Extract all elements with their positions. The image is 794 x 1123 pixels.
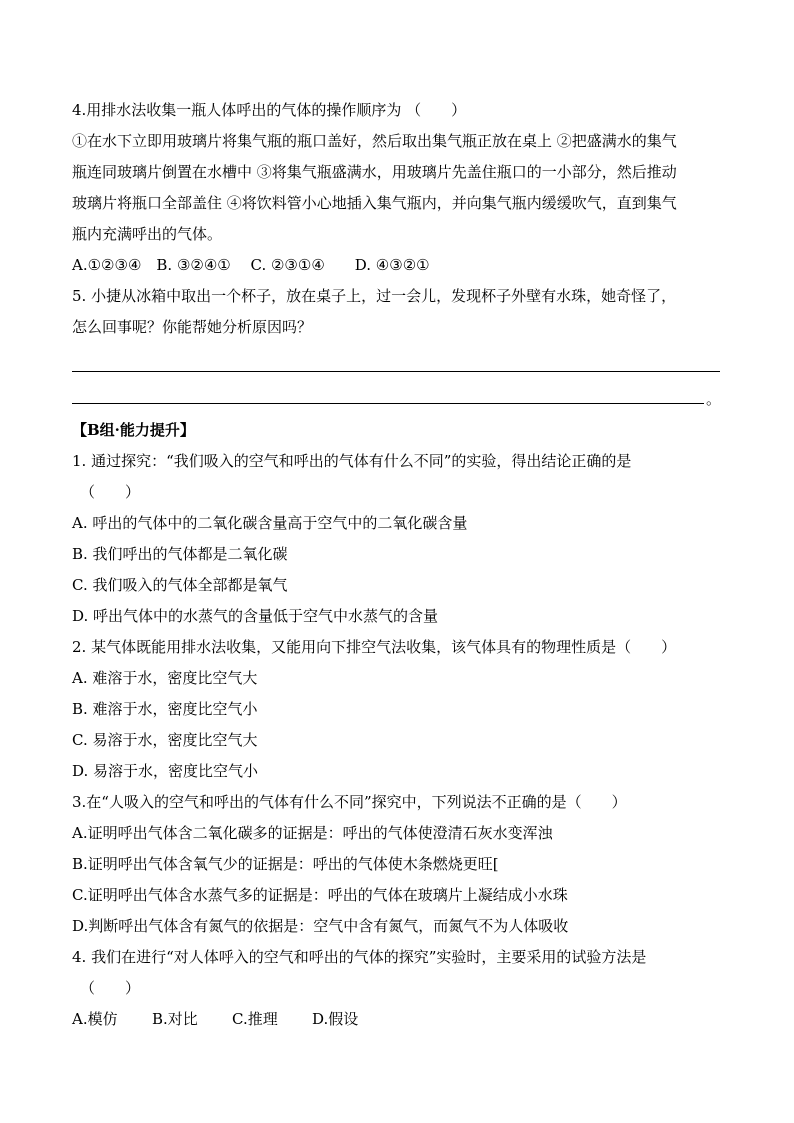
b-question-2-option-c: C. 易溶于水，密度比空气大	[72, 731, 258, 749]
b-question-2-option-a: A. 难溶于水，密度比空气大	[72, 669, 258, 687]
question-4-options: A.①②③④ B. ③②④① C. ②③①④ D. ④③②①	[72, 256, 430, 274]
section-b-title: 【B组·能力提升】	[72, 421, 195, 439]
question-4-stem: 4.用排水法收集一瓶人体呼出的气体的操作顺序为 （ ）	[72, 101, 467, 119]
b-question-3-option-d: D.判断呼出气体含有氮气的依据是：空气中含有氮气，而氮气不为人体吸收	[72, 917, 569, 935]
b-question-1-option-d: D. 呼出气体中的水蒸气的含量低于空气中水蒸气的含量	[72, 607, 439, 625]
question-4-text-line: 瓶连同玻璃片倒置在水槽中 ③将集气瓶盛满水，用玻璃片先盖住瓶口的一小部分，然后推动	[72, 163, 677, 181]
b-question-3-option-b: B.证明呼出气体含氧气少的证据是：呼出的气体使木条燃烧更旺[	[72, 855, 499, 873]
question-4-text-line: 瓶内充满呼出的气体。	[72, 225, 223, 243]
b-question-2-option-b: B. 难溶于水，密度比空气小	[72, 700, 258, 718]
answer-blank-line	[72, 371, 720, 372]
b-question-2-option-d: D. 易溶于水，密度比空气小	[72, 762, 259, 780]
question-5-text-line: 5. 小捷从冰箱中取出一个杯子，放在桌子上，过一会儿，发现杯子外壁有水珠，她奇怪了，	[72, 287, 677, 305]
b-question-1-option-c: C. 我们吸入的气体全部都是氧气	[72, 576, 288, 594]
b-question-1-option-a: A. 呼出的气体中的二氧化碳含量高于空气中的二氧化碳含量	[72, 514, 468, 532]
b-question-4-option-a: A.模仿	[72, 1010, 118, 1028]
b-question-1-option-b: B. 我们呼出的气体都是二氧化碳	[72, 545, 288, 563]
b-question-4-option-b: B.对比	[152, 1010, 198, 1028]
question-4-text-line: ①在水下立即用玻璃片将集气瓶的瓶口盖好，然后取出集气瓶正放在桌上 ②把盛满水的集气	[72, 132, 677, 150]
b-question-4-paren: （ ）	[80, 979, 141, 997]
b-question-3-stem: 3.在“人吸入的空气和呼出的气体有什么不同”探究中，下列说法不正确的是（ ）	[72, 793, 627, 811]
b-question-4-option-d: D.假设	[312, 1010, 359, 1028]
question-4-text-line: 玻璃片将瓶口全部盖住 ④将饮料管小心地插入集气瓶内，并向集气瓶内缓缓吹气，直到集气	[72, 194, 677, 212]
b-question-4-option-c: C.推理	[232, 1010, 278, 1028]
b-question-3-option-c: C.证明呼出气体含水蒸气多的证据是：呼出的气体在玻璃片上凝结成小水珠	[72, 886, 568, 904]
worksheet-page	[72, 95, 724, 1035]
b-question-1-stem: 1. 通过探究：“我们吸入的空气和呼出的气体有什么不同”的实验，得出结论正确的是	[72, 452, 632, 470]
answer-blank-line	[72, 403, 704, 404]
b-question-4-stem: 4. 我们在进行“对人体呼入的空气和呼出的气体的探究”实验时，主要采用的试验方法是	[72, 948, 647, 966]
b-question-3-option-a: A.证明呼出气体含二氧化碳多的证据是：呼出的气体使澄清石灰水变浑浊	[72, 824, 553, 842]
b-question-1-paren: （ ）	[80, 483, 141, 501]
answer-end-mark: 。	[706, 390, 722, 408]
answer-area	[72, 349, 724, 411]
b-question-4-options	[72, 1004, 724, 1035]
b-question-2-stem: 2. 某气体既能用排水法收集，又能用向下排空气法收集，该气体具有的物理性质是（ ）	[72, 638, 677, 656]
question-5-text-line: 怎么回事呢？你能帮她分析原因吗？	[72, 318, 313, 336]
